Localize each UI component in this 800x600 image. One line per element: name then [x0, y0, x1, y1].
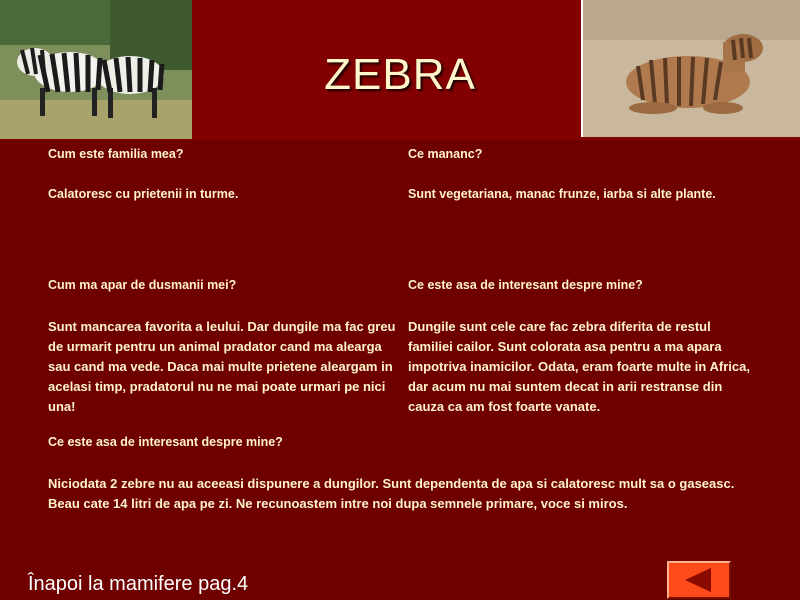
interesting-answer-line: impotriva inamicilor. Odata, eram foarte multe in Africa,: [408, 359, 750, 374]
interesting-answer-line: cauza ca am fost foarte vanate.: [408, 399, 601, 414]
interesting-question: Ce este asa de interesant despre mine?: [408, 278, 643, 292]
facts-answer: [48, 474, 778, 514]
defense-answer-line: una!: [48, 399, 76, 414]
defense-answer-line: acelasi timp, pradatorul nu ne mai poate urmari pe nici: [48, 379, 386, 394]
interesting-answer: [408, 317, 778, 417]
facts-answer-line: Niciodata 2 zebre nu au aceeasi dispunere a dungilor. Sunt dependenta de apa si calatoresc mult sa o gaseasc.: [48, 476, 735, 491]
family-question: Cum este familia mea?: [48, 147, 184, 161]
back-to-mammals-link[interactable]: Înapoi la mamifere pag.4: [28, 573, 249, 595]
interesting-answer-line: dar acum nu mai suntem decat in arii restranse din: [408, 379, 723, 394]
defense-answer-line: Sunt mancarea favorita a leului. Dar dungile ma fac greu: [48, 319, 396, 334]
defense-answer: [48, 317, 398, 417]
diet-question: Ce mananc?: [408, 147, 483, 161]
facts-answer-line: Beau cate 14 litri de apa pe zi. Ne recunoastem intre noi dupa semnele primare, voce si miros.: [48, 496, 628, 511]
back-button[interactable]: [667, 561, 731, 599]
slide-title: ZEBRA: [324, 50, 476, 99]
back-arrow-icon: [669, 563, 729, 597]
interesting-answer-line: Dungile sunt cele care fac zebra diferita de restul: [408, 319, 711, 334]
defense-question: Cum ma apar de dusmanii mei?: [48, 278, 237, 292]
family-answer: Calatoresc cu prietenii in turme.: [48, 187, 239, 201]
defense-answer-line: de urmarit pentru un animal pradator cand ma alearga: [48, 339, 382, 354]
interesting-answer-line: familiei cailor. Sunt colorata asa pentru a ma apara: [408, 339, 722, 354]
defense-answer-line: sau cand ma vede. Daca mai multe prietene aleargam in: [48, 359, 393, 374]
diet-answer: Sunt vegetariana, manac frunze, iarba si alte plante.: [408, 187, 716, 201]
facts-question: Ce este asa de interesant despre mine?: [48, 435, 283, 449]
